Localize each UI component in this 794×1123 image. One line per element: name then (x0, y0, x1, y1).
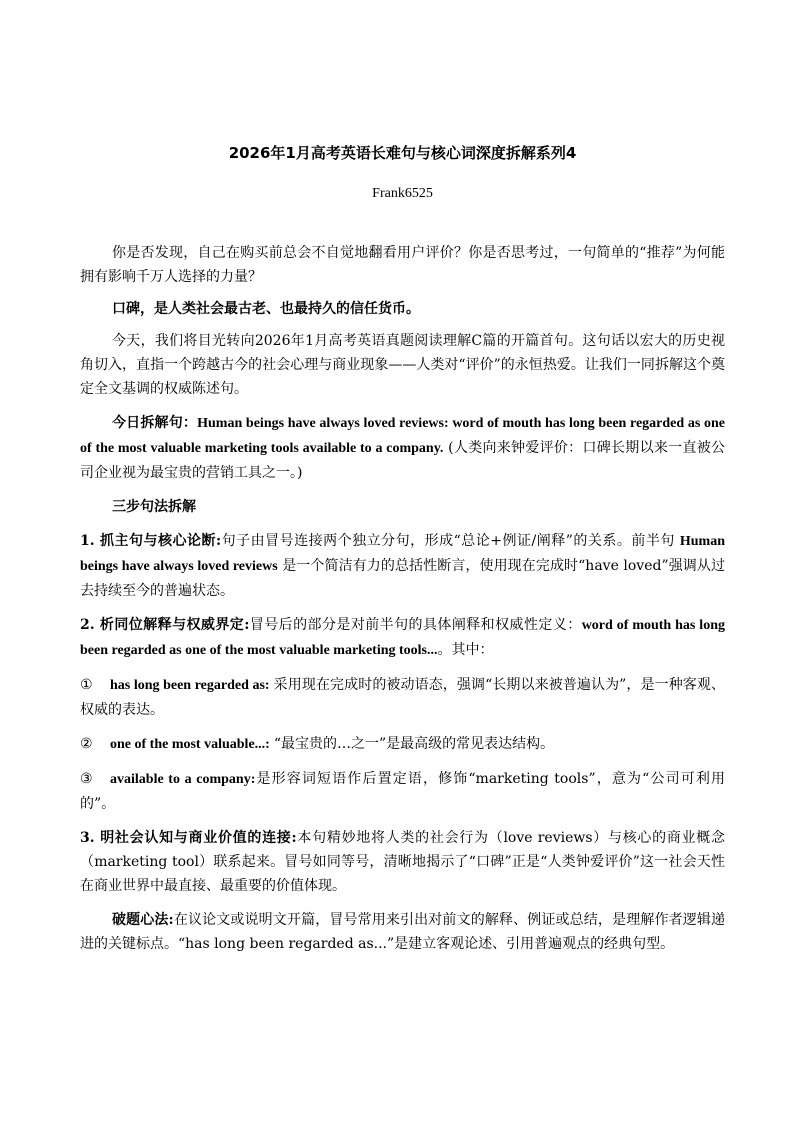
today-sentence-paragraph (80, 411, 725, 485)
document-page (80, 138, 725, 956)
step3-paragraph (80, 826, 725, 898)
step3-text: 本句精妙地将人类的社会行为（love reviews）与核心的商业概念（marketing tool）联系起来。冒号如同等号，清晰地揭示了“口碑”正是“人类钟爱评价”这一社会天性在商业世界中最直接、最重要的价值体现。 (80, 830, 725, 894)
today-translation: (人类向来钟爱评价：口碑长期以来一直被公司企业视为最宝贵的营销工具之一。) (80, 440, 725, 481)
section-title: 三步句法拆解 (112, 499, 196, 515)
point-2-marker: ② (80, 736, 93, 752)
step1-label: 1. 抓主句与核心论断: (80, 533, 222, 549)
today-label: 今日拆解句： (112, 415, 198, 431)
context-paragraph: 今天，我们将目光转向2026年1月高考英语真题阅读理解C篇的开篇首句。这句话以宏大的历史视角切入，直指一个跨越古今的社会心理与商业现象——人类对“评价”的永恒热爱。让我们一同拆解这个奠定全文基调的权威陈述句。 (80, 333, 725, 397)
step2-text-c: 。其中： (437, 642, 494, 658)
intro-paragraph: 你是否发现，自己在购买前总会不自觉地翻看用户评价？你是否思考过，一句简单的“推荐”为何能拥有影响千万人选择的力量？ (80, 245, 725, 285)
point-2-text: “最宝贵的…之一”是最高级的常见表达结构。 (273, 736, 555, 752)
step1-text-a: 句子由冒号连接两个独立分句，形成“总论+例证/阐释”的关系。前半句 (221, 533, 675, 549)
today-sentence: Human beings have always loved reviews: word of mouth has long been regarded as one of the most valuable marketing tools available to a company. (80, 416, 726, 456)
point-1-phrase: has long been regarded as: (110, 678, 270, 693)
point-2 (80, 732, 725, 757)
step1-text-c: 是一个简洁有力的总括性断言，使用现在完成时“have loved”强调从过去持续至今的普遍状态。 (80, 558, 725, 599)
tip-paragraph (80, 908, 725, 956)
step1-phrase: Human beings have always loved reviews (80, 534, 725, 574)
point-1 (80, 673, 725, 722)
step2-phrase: word of mouth has long been regarded as one of the most valuable marketing tools... (80, 618, 725, 658)
step3-label: 3. 明社会认知与商业价值的连接: (80, 830, 297, 846)
point-3-text: 是形容词短语作后置定语，修饰“marketing tools”，意为“公司可利用的”。 (80, 771, 725, 812)
point-2-phrase: one of the most valuable...: (110, 737, 270, 752)
step2-text-a: 冒号后的部分是对前半句的具体阐释和权威性定义： (249, 617, 582, 633)
bold-statement: 口碑，是人类社会最古老、也最持久的信任货币。 (112, 301, 420, 317)
point-3-phrase: available to a company: (110, 772, 256, 787)
point-1-text: 采用现在完成时的被动语态，强调“长期以来被普遍认为”，是一种客观、权威的表达。 (80, 677, 725, 718)
step2-paragraph (80, 613, 725, 663)
step2-label: 2. 析同位解释与权威界定: (80, 617, 250, 633)
point-1-marker: ① (80, 677, 93, 693)
tip-text: 在议论文或说明文开篇，冒号常用来引出对前文的解释、例证或总结，是理解作者逻辑递进的关键标点。“has long been regarded as...”是建立客观论述、引用普遍观点的经典句型。 (80, 912, 726, 952)
point-3 (80, 767, 725, 816)
point-3-marker: ③ (80, 771, 93, 787)
tip-label: 破题心法: (112, 912, 174, 928)
document-title: 2026年1月高考英语长难句与核心词深度拆解系列4 (228, 144, 577, 162)
author-name: Frank6525 (372, 186, 433, 201)
step1-paragraph (80, 529, 725, 603)
